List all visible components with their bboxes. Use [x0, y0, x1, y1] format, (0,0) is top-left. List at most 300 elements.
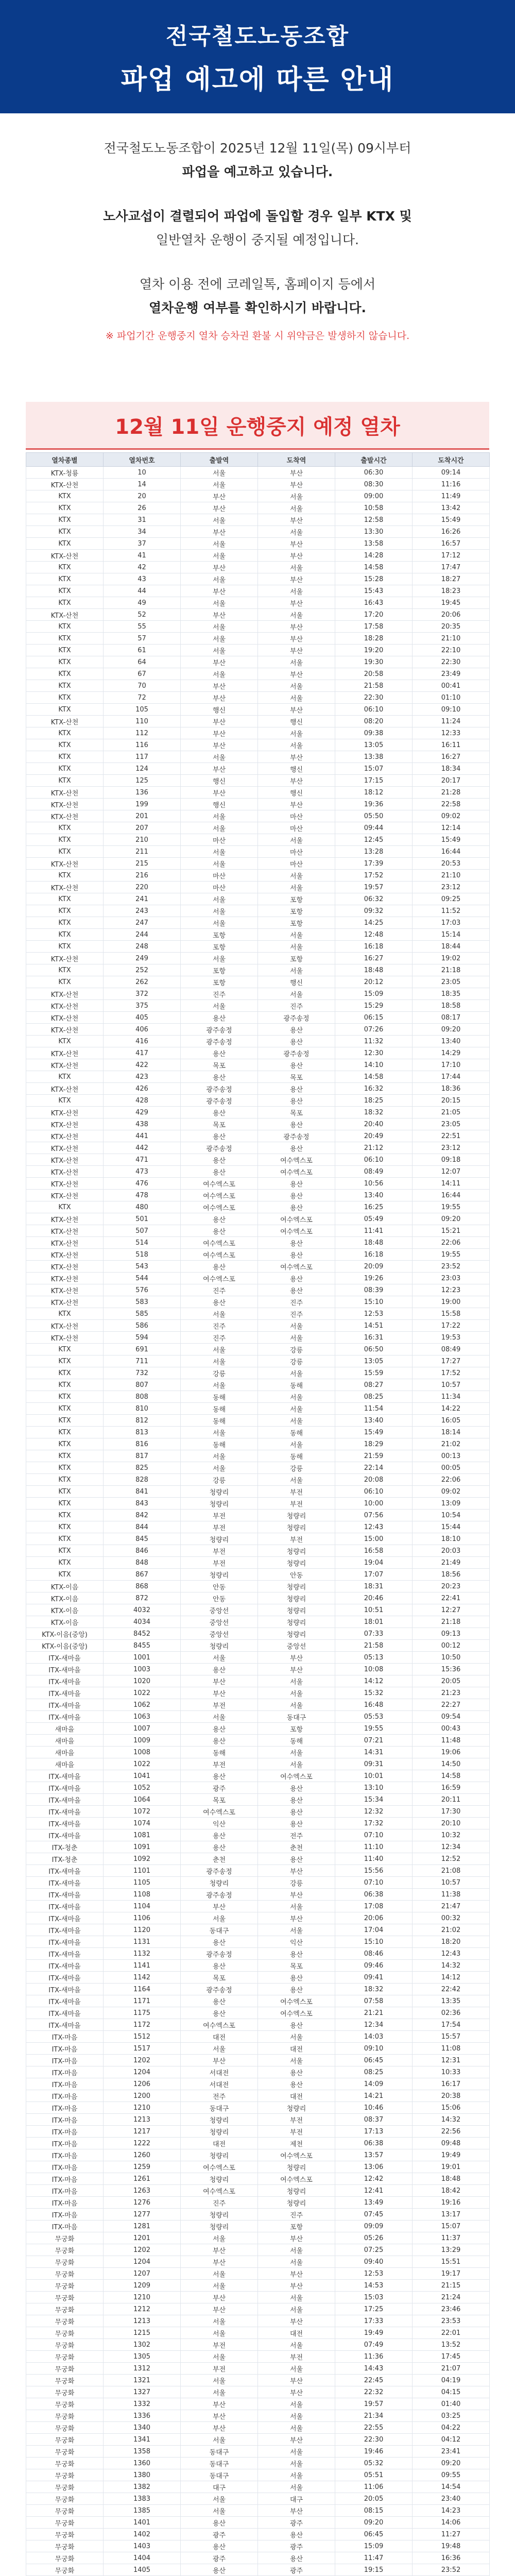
table-cell: 19:30 — [335, 656, 413, 668]
table-cell: 부산 — [181, 2256, 258, 2268]
table-cell: 13:40 — [413, 1036, 490, 1047]
table-cell: 20:03 — [413, 1545, 490, 1557]
table-cell: 청량리 — [181, 2173, 258, 2185]
table-cell: 215 — [104, 858, 181, 870]
table-cell: 12:45 — [335, 834, 413, 846]
table-cell: 868 — [104, 1581, 181, 1592]
table-cell: 용산 — [258, 1178, 335, 1190]
table-cell: KTX — [26, 1095, 104, 1107]
table-cell: 19:04 — [335, 1557, 413, 1569]
table-cell: 진주 — [181, 1320, 258, 1332]
table-row — [26, 1557, 490, 1569]
table-cell: 13:35 — [413, 1995, 490, 2007]
table-cell: 583 — [104, 1296, 181, 1308]
table-cell: 810 — [104, 1403, 181, 1415]
table-cell: 서울 — [181, 917, 258, 929]
table-cell: 용산 — [258, 1118, 335, 1130]
table-row — [26, 1332, 490, 1344]
table-cell: 09:14 — [413, 467, 490, 479]
table-cell: 무궁화 — [26, 2529, 104, 2540]
table-cell: 12:33 — [413, 727, 490, 739]
table-cell: 용산 — [258, 1972, 335, 1984]
table-row — [26, 2315, 490, 2327]
table-row — [26, 2351, 490, 2363]
table-cell: 476 — [104, 1178, 181, 1190]
table-cell: KTX — [26, 1071, 104, 1083]
table-cell: 대구 — [181, 2481, 258, 2493]
table-cell: ITX-마음 — [26, 2126, 104, 2138]
table-row — [26, 1829, 490, 1841]
table-cell: ITX-새마을 — [26, 1794, 104, 1806]
table-cell: 서울 — [258, 727, 335, 739]
table-cell: 23:12 — [413, 1142, 490, 1154]
table-cell: 1064 — [104, 1794, 181, 1806]
table-row — [26, 526, 490, 538]
table-cell: 19:17 — [413, 2268, 490, 2280]
table-row — [26, 1735, 490, 1747]
table-cell: 청량리 — [181, 1569, 258, 1581]
table-row — [26, 1438, 490, 1450]
table-cell: 서울 — [258, 1391, 335, 1403]
table-cell: 07:49 — [335, 2339, 413, 2351]
table-cell: 동대구 — [181, 2458, 258, 2469]
table-cell: 서울 — [181, 905, 258, 917]
table-cell: 10:58 — [335, 502, 413, 514]
table-cell: 용산 — [181, 1296, 258, 1308]
table-cell: KTX — [26, 1510, 104, 1521]
table-row — [26, 490, 490, 502]
table-cell: 586 — [104, 1320, 181, 1332]
table-row — [26, 2505, 490, 2517]
table-cell: 19:01 — [413, 2161, 490, 2173]
table-cell: 19:55 — [413, 1249, 490, 1261]
table-cell: 244 — [104, 929, 181, 941]
table-cell: KTX — [26, 668, 104, 680]
table-cell: 13:49 — [335, 2197, 413, 2209]
table-cell: 11:47 — [335, 2552, 413, 2564]
table-cell: 18:14 — [413, 1427, 490, 1438]
table-cell: 21:02 — [413, 1438, 490, 1450]
table-cell: 14:10 — [335, 1059, 413, 1071]
table-cell: 제천 — [258, 2138, 335, 2149]
table-cell: KTX — [26, 1521, 104, 1533]
table-cell: ITX-마음 — [26, 2102, 104, 2114]
table-row — [26, 1806, 490, 1818]
table-cell: ITX-새마을 — [26, 1829, 104, 1841]
table-cell: 20:12 — [335, 976, 413, 988]
table-cell: 14:09 — [335, 2078, 413, 2090]
table-cell: 여수엑스포 — [181, 2185, 258, 2197]
table-row — [26, 514, 490, 526]
table-header-row — [26, 453, 490, 467]
table-row — [26, 1581, 490, 1592]
table-cell: ITX-마음 — [26, 2149, 104, 2161]
table-cell: 여수엑스포 — [181, 1190, 258, 1201]
table-row — [26, 2339, 490, 2351]
table-cell: 포항 — [181, 941, 258, 953]
table-row — [26, 2197, 490, 2209]
intro-paragraph-3: 열차 이용 전에 코레일톡, 홈페이지 등에서 열차운행 여부를 확인하시기 바랍니다. — [139, 277, 376, 315]
table-cell: 14:32 — [413, 2114, 490, 2126]
table-cell: 1213 — [104, 2114, 181, 2126]
table-cell: 15:29 — [335, 1000, 413, 1012]
table-cell: KTX-산천 — [26, 953, 104, 964]
table-cell: 부산 — [181, 656, 258, 668]
table-cell: 서울 — [258, 2458, 335, 2469]
table-row — [26, 1083, 490, 1095]
table-row — [26, 917, 490, 929]
table-cell: 20:40 — [335, 1118, 413, 1130]
table-cell: 11:49 — [413, 490, 490, 502]
table-row — [26, 1960, 490, 1972]
table-cell: 부산 — [181, 2055, 258, 2066]
table-cell: 용산 — [181, 1225, 258, 1237]
table-cell: 1405 — [104, 2564, 181, 2576]
table-row — [26, 2126, 490, 2138]
table-row — [26, 2564, 490, 2576]
table-row — [26, 1118, 490, 1130]
table-cell: 마산 — [258, 846, 335, 858]
table-cell: 서울 — [181, 1308, 258, 1320]
table-row — [26, 1498, 490, 1510]
table-cell: 부산 — [181, 1687, 258, 1699]
table-cell: 31 — [104, 514, 181, 526]
table-cell: ITX-새마을 — [26, 1711, 104, 1723]
table-cell: 15:57 — [413, 2031, 490, 2043]
table-row — [26, 1427, 490, 1438]
table-cell: 용산 — [258, 2529, 335, 2540]
table-cell: 691 — [104, 1344, 181, 1355]
table-row — [26, 2552, 490, 2564]
table-cell: 17:12 — [413, 550, 490, 562]
table-cell: 청량리 — [258, 1521, 335, 1533]
table-cell: 용산 — [181, 1995, 258, 2007]
table-cell: 06:10 — [335, 704, 413, 716]
table-cell: 강릉 — [181, 1474, 258, 1486]
table-cell: KTX — [26, 1486, 104, 1498]
table-cell: KTX — [26, 656, 104, 668]
table-cell: 13:17 — [413, 2209, 490, 2221]
table-cell: 12:32 — [335, 1806, 413, 1818]
table-cell: 22:14 — [335, 1462, 413, 1474]
table-cell: 서울 — [181, 751, 258, 763]
table-cell: 08:39 — [335, 1284, 413, 1296]
table-cell: 청량리 — [258, 1592, 335, 1604]
table-cell: 21:47 — [413, 1901, 490, 1912]
table-cell: 20:46 — [335, 1592, 413, 1604]
table-cell: 부전 — [181, 1545, 258, 1557]
table-row — [26, 1995, 490, 2007]
table-cell: KTX — [26, 834, 104, 846]
table-cell: 00:12 — [413, 1640, 490, 1652]
table-cell: 22:45 — [335, 2375, 413, 2386]
table-cell: 용산 — [258, 1948, 335, 1960]
table-cell: 4034 — [104, 1616, 181, 1628]
table-cell: KTX — [26, 526, 104, 538]
table-cell: 14:32 — [413, 1960, 490, 1972]
table-row — [26, 846, 490, 858]
table-cell: 서울 — [258, 1438, 335, 1450]
table-cell: 1385 — [104, 2505, 181, 2517]
table-cell: 07:26 — [335, 1024, 413, 1036]
table-row — [26, 633, 490, 645]
table-cell: 서울 — [181, 1652, 258, 1664]
table-cell: 19:46 — [335, 2446, 413, 2458]
table-cell: 17:22 — [413, 1320, 490, 1332]
table-cell: KTX — [26, 692, 104, 704]
table-cell: 13:06 — [335, 2161, 413, 2173]
table-cell: 16:58 — [335, 1545, 413, 1557]
table-cell: KTX — [26, 585, 104, 597]
table-cell: 17:58 — [335, 621, 413, 633]
table-row — [26, 1604, 490, 1616]
table-cell: 청량리 — [258, 2197, 335, 2209]
table-cell: 441 — [104, 1130, 181, 1142]
table-cell: 여수엑스포 — [258, 1995, 335, 2007]
table-cell: 21:02 — [413, 1924, 490, 1936]
table-row — [26, 763, 490, 775]
table-cell: 11:48 — [413, 1735, 490, 1747]
table-cell: 1336 — [104, 2410, 181, 2422]
table-cell: 서울 — [258, 1901, 335, 1912]
table-cell: 15:21 — [413, 1225, 490, 1237]
table-cell: 8452 — [104, 1628, 181, 1640]
table-cell: 1062 — [104, 1699, 181, 1711]
table-cell: 부산 — [258, 1912, 335, 1924]
table-cell: 부산 — [258, 467, 335, 479]
table-cell: KTX-이음(중앙) — [26, 1640, 104, 1652]
table-row — [26, 585, 490, 597]
table-cell: 부산 — [258, 704, 335, 716]
table-cell: 용산 — [258, 1237, 335, 1249]
table-cell: 동해 — [181, 1403, 258, 1415]
table-cell: 05:32 — [335, 2458, 413, 2469]
table-row — [26, 680, 490, 692]
table-cell: 서울 — [181, 953, 258, 964]
table-cell: 19:55 — [413, 1201, 490, 1213]
table-cell: 서울 — [258, 2256, 335, 2268]
table-cell: 26 — [104, 502, 181, 514]
table-cell: 13:52 — [413, 2339, 490, 2351]
table-cell: KTX-산천 — [26, 1320, 104, 1332]
table-cell: 마산 — [181, 834, 258, 846]
table-cell: 12:31 — [413, 2055, 490, 2066]
table-row — [26, 645, 490, 656]
table-cell: 부산 — [181, 585, 258, 597]
table-cell: 대전 — [181, 2031, 258, 2043]
table-cell: 서울 — [181, 2280, 258, 2292]
table-cell: 무궁화 — [26, 2505, 104, 2517]
table-cell: 1382 — [104, 2481, 181, 2493]
table-cell: KTX — [26, 1557, 104, 1569]
table-cell: 서울 — [258, 656, 335, 668]
table-row — [26, 1936, 490, 1948]
table-cell: 부산 — [181, 1901, 258, 1912]
table-cell: 1020 — [104, 1675, 181, 1687]
table-row — [26, 2209, 490, 2221]
table-cell: 무궁화 — [26, 2351, 104, 2363]
table-cell: KTX — [26, 1462, 104, 1474]
table-cell: 23:53 — [413, 2315, 490, 2327]
table-row — [26, 1699, 490, 1711]
table-cell: 서울 — [258, 585, 335, 597]
table-cell: 08:37 — [335, 2114, 413, 2126]
table-cell: 청량리 — [181, 2221, 258, 2232]
table-row — [26, 1000, 490, 1012]
table-cell: 18:25 — [335, 1095, 413, 1107]
table-cell: 1009 — [104, 1735, 181, 1747]
table-cell: KTX-산천 — [26, 799, 104, 810]
table-cell: ITX-마음 — [26, 2043, 104, 2055]
table-cell: ITX-새마을 — [26, 1818, 104, 1829]
table-cell: 1360 — [104, 2458, 181, 2469]
table-cell: 용산 — [258, 1190, 335, 1201]
table-cell: 목포 — [181, 1972, 258, 1984]
table-row — [26, 562, 490, 573]
table-cell: 광주송정 — [181, 1142, 258, 1154]
table-cell: 전주 — [258, 1829, 335, 1841]
table-cell: 843 — [104, 1498, 181, 1510]
table-cell: 867 — [104, 1569, 181, 1581]
table-cell: 서울 — [181, 514, 258, 526]
table-cell: 부산 — [181, 1675, 258, 1687]
table-cell: 부전 — [181, 2363, 258, 2375]
table-cell: 117 — [104, 751, 181, 763]
table-cell: KTX — [26, 502, 104, 514]
table-cell: 07:10 — [335, 1829, 413, 1841]
table-cell: 67 — [104, 668, 181, 680]
table-cell: 서울 — [181, 479, 258, 490]
table-cell: 42 — [104, 562, 181, 573]
table-cell: 서울 — [181, 1355, 258, 1367]
table-cell: 105 — [104, 704, 181, 716]
table-row — [26, 1877, 490, 1889]
table-cell: 부산 — [258, 597, 335, 609]
table-cell: 1327 — [104, 2386, 181, 2398]
table-cell: 서울 — [181, 2493, 258, 2505]
table-cell: 1281 — [104, 2221, 181, 2232]
table-cell: 21:24 — [413, 2292, 490, 2303]
table-cell: 무궁화 — [26, 2469, 104, 2481]
table-cell: 11:52 — [413, 905, 490, 917]
table-cell: 서울 — [181, 858, 258, 870]
table-cell: 1171 — [104, 1995, 181, 2007]
table-cell: 용산 — [258, 1818, 335, 1829]
table-cell: 서울 — [258, 2292, 335, 2303]
table-cell: 1207 — [104, 2268, 181, 2280]
table-cell: 용산 — [181, 2564, 258, 2576]
table-cell: 08:49 — [413, 1344, 490, 1355]
table-cell: 11:27 — [413, 2529, 490, 2540]
table-row — [26, 2102, 490, 2114]
table-cell: KTX-이음(중앙) — [26, 1628, 104, 1640]
table-cell: 무궁화 — [26, 2540, 104, 2552]
table-cell: 부산 — [258, 2505, 335, 2517]
table-cell: 23:46 — [413, 2303, 490, 2315]
table-cell: 07:58 — [335, 1995, 413, 2007]
table-cell: 11:24 — [413, 716, 490, 727]
table-cell: 18:20 — [413, 1936, 490, 1948]
table-cell: 08:49 — [335, 1166, 413, 1178]
table-cell: 09:44 — [335, 822, 413, 834]
table-row — [26, 1284, 490, 1296]
table-row — [26, 1308, 490, 1320]
table-row — [26, 597, 490, 609]
table-row — [26, 2517, 490, 2529]
table-cell: 10:33 — [413, 2066, 490, 2078]
table-cell: 18:48 — [335, 1237, 413, 1249]
table-cell: 15:49 — [413, 514, 490, 526]
table-cell: ITX-새마을 — [26, 1865, 104, 1877]
union-name: 전국철도노동조합 — [165, 23, 350, 49]
table-cell: 16:26 — [413, 526, 490, 538]
table-cell: 1213 — [104, 2315, 181, 2327]
table-cell: 여수엑스포 — [258, 1213, 335, 1225]
table-cell: 부산 — [181, 526, 258, 538]
table-cell: 1052 — [104, 1782, 181, 1794]
table-cell: 서울 — [258, 2398, 335, 2410]
table-cell: 1001 — [104, 1652, 181, 1664]
table-cell: 19:20 — [335, 645, 413, 656]
table-cell: 10:32 — [413, 1829, 490, 1841]
table-row — [26, 2375, 490, 2386]
table-cell: 20:23 — [413, 1581, 490, 1592]
table-cell: 11:41 — [335, 1225, 413, 1237]
table-cell: KTX — [26, 573, 104, 585]
table-cell: 청량리 — [258, 2102, 335, 2114]
table-cell: 07:10 — [335, 1877, 413, 1889]
table-cell: 용산 — [181, 1723, 258, 1735]
table-cell: 서울 — [258, 609, 335, 621]
table-cell: 서울 — [258, 2481, 335, 2493]
table-cell: 행신 — [181, 704, 258, 716]
table-cell: 473 — [104, 1166, 181, 1178]
table-cell: 용산 — [258, 1095, 335, 1107]
intro-paragraph-2: 노사교섭이 결렬되어 파업에 돌입할 경우 일부 KTX 및 일반열차 운행이 중지될 예정입니다. — [103, 209, 412, 247]
table-cell: 416 — [104, 1036, 181, 1047]
table-cell: 용산 — [181, 1166, 258, 1178]
table-cell: 부산 — [258, 573, 335, 585]
table-cell: 17:07 — [335, 1569, 413, 1581]
table-row — [26, 1237, 490, 1249]
table-cell: KTX — [26, 976, 104, 988]
table-cell: 새마을 — [26, 1723, 104, 1735]
table-cell: KTX — [26, 1344, 104, 1355]
table-cell: 06:15 — [335, 1012, 413, 1024]
table-cell: 23:05 — [413, 1118, 490, 1130]
table-cell: ITX-새마을 — [26, 1912, 104, 1924]
table-cell: 15:58 — [413, 1308, 490, 1320]
table-cell: 서울 — [258, 1332, 335, 1344]
table-cell: KTX-산천 — [26, 1332, 104, 1344]
table-cell: 13:30 — [335, 526, 413, 538]
table-row — [26, 2244, 490, 2256]
table-cell: 서울 — [181, 2434, 258, 2446]
table-row — [26, 1948, 490, 1960]
table-row — [26, 2256, 490, 2268]
table-cell: 21:10 — [413, 870, 490, 882]
table-cell: 18:42 — [413, 2185, 490, 2197]
table-cell: 1202 — [104, 2244, 181, 2256]
table-cell: KTX — [26, 727, 104, 739]
table-cell: 포항 — [258, 2221, 335, 2232]
table-row — [26, 1344, 490, 1355]
table-cell: KTX-산천 — [26, 882, 104, 893]
column-header: 도착시간 — [413, 453, 490, 467]
table-row — [26, 1012, 490, 1024]
table-cell: 10:01 — [335, 1770, 413, 1782]
suspended-trains-table — [26, 452, 489, 2576]
